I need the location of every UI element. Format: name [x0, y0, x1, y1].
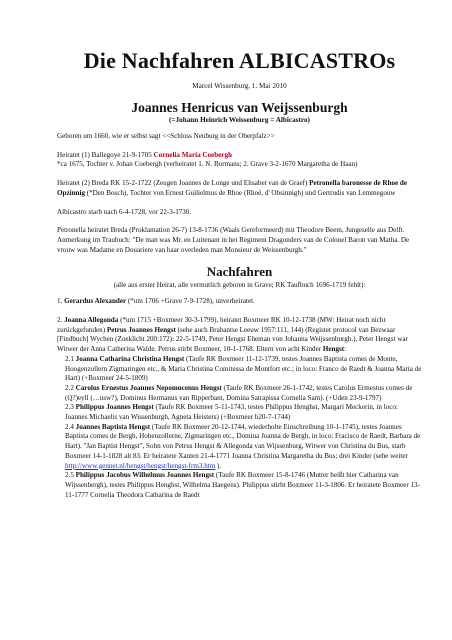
- section-heading: Nachfahren: [206, 264, 273, 280]
- child-2-2-name: Carolus Ernestus Joannes Nepomucenus Hengst: [75, 383, 222, 392]
- entry-2: [57, 316, 422, 355]
- child-2-5-number: 2.5: [65, 471, 76, 480]
- marriage-1-paragraph: [57, 151, 422, 170]
- child-2-5-details: (Taufe RK Boxmeer 15-8-1746 (Mutter heißt hier Catharina van Wijssenbergh), testes Philippus Henghst, Wilhelma Haegens). Philippus stirbt Boxmeer 11-3-1806. Er heiratete Boxmeer 13-11-1777 Cornelia Theodora Catharina de Raedt: [65, 471, 420, 499]
- petronella-paragraph: [57, 226, 422, 255]
- section-subheading: (alle aus erster Heirat, alle vermutlich geboren in Grave; RK Taufbuch 1696-1719 fehlt):: [113, 281, 366, 290]
- spouse-1-name: Cornelia Maria Coebergh: [153, 150, 232, 159]
- child-2-3-name: Philippus Joannes Hengst: [75, 403, 154, 412]
- spouse-2-name: Petronella baronesse de Rhoe de Opzinnig: [57, 179, 408, 197]
- person-alias: (=Johann Heinrich Weissenburg = Albicastro): [169, 116, 310, 124]
- child-2-1-details: (Taufe RK Boxmeer 11-12-1739, testes Joannes Baptista comes de Monte, Hoogenzollern Zigmaringen etc., & Maria Christina Comitessa de Montfort etc.; in loco: Franco de Raedt & Joanna Maria de Hart) (+Boxmeer 24-5-1809): [65, 354, 422, 383]
- person-heading: Joannes Henricus van Weijssenburgh: [131, 100, 348, 115]
- entry-1-details: (*um 1706 +Grave 7-9-1728), unverheiratet.: [126, 297, 255, 306]
- entry-2-text-2: (sehe auch Brabantse Leeuw 1957:111, 144) (Register protocol van Bezwaar [Findbuch] Wychen (Zoeklicht 200:172): 22-5-1749, Peter Hengst Eheman von Johanna Weijssenburgh.), Peter Hengst war Witwer der Anna Catherina Walde. Petrus stirbt Boxmeer, 10-1-1768. Eltern von acht Kinder: [57, 325, 408, 354]
- marriage-2-text: Heiratet (2) Breda RK 15-2-1722 (Zeugen Joannes de Longe und Elisabet van de Graef): [57, 179, 310, 188]
- entry-1-number: 1.: [57, 297, 65, 306]
- child-2-1-name: Joanna Catharina Christina Hengst: [75, 354, 185, 363]
- birth-text: Geboren um 1660, wie er selbst sagt <<Schloss Neuburg in der Oberpfalz>>: [57, 132, 275, 140]
- petronella-text: Petronella heiratet Breda (Proklamation 26-7) 13-8-1736 (Waals Gereformeerd) mit Theodore Beem, Jungeselle aus Delft. Anmerkung im Traubuch: "De man was Mr. en Luitenant in het Regiment Dragonders van de Colonel Baron van Matha. De vrouw was Madame en Douariere van haar overleden man Monsieur de Weissenburgh.": [57, 226, 410, 254]
- gennet-link[interactable]: http://www.gennet.nl/hengst/hengst/hengst-frm3.htm: [65, 461, 216, 470]
- child-2-5: [57, 471, 422, 500]
- marriage-2-paragraph: [57, 179, 422, 198]
- marriage-2-details: (*Den Bosch), Tochter von Ernest Guilielmus de Rhoe (Rhoë, d' Obsinnigh) und Gertrudis van Lemmegouw: [85, 188, 396, 197]
- child-2-3: [57, 403, 422, 422]
- death-paragraph: [57, 208, 422, 218]
- entry-1-name: Gerardus Alexander: [64, 297, 127, 306]
- entry-2-number: 2.: [57, 316, 65, 325]
- entry-2-end: :: [344, 345, 347, 354]
- entry-2-spouse: Petrus Joannes Hengst: [106, 325, 176, 334]
- entry-1: [57, 297, 422, 307]
- byline: Marcel Wissenburg, 1. Mai 2010: [192, 82, 287, 90]
- marriage-1-details: *ca 1675, Tochter v. Johan Coebergh (verheiratet 1. N. Bormans; 2. Grave 3-2-1670 Margaretha de Haan): [57, 160, 358, 169]
- birth-paragraph: [57, 132, 422, 142]
- child-2-3-details: (Taufe RK Boxmeer 5-11-1743, testes Philippus Henghst, Margari Meckerin, in loco: Joannes Michaelis van Wissenburgh, Agneta Heisters) (+Boxmeer b20-7-1744): [65, 403, 398, 422]
- entry-2-name: Joanna Allegonda: [64, 316, 119, 325]
- child-2-3-number: 2.3: [65, 403, 76, 412]
- child-2-4-name: Joannes Baptista Hengst: [75, 422, 151, 431]
- child-2-2: [57, 384, 422, 403]
- child-2-4: [57, 423, 422, 472]
- child-2-1-number: 2.1: [65, 354, 76, 363]
- child-2-4-number: 2.4: [65, 422, 76, 431]
- page-title: Die Nachfahren ALBICASTROs: [83, 48, 396, 73]
- child-2-2-number: 2.2: [65, 383, 76, 392]
- entry-2-text-1: (*um 1715 +Boxmeer 30-3-1799), heiratet Boxmeer RK 10-12-1738 (MW: Heirat noch nicht zurückgefunden): [57, 316, 386, 334]
- child-2-4-end: ).: [215, 461, 222, 470]
- child-2-2-details: (Taufe RK Boxmeer 26-1-1742, testes Carolus Ermestus comes de (Q?)eyll (…usw?), Dominus Hermanus van Ripperbant, Domina Satrapissa Cornelia Sam). (+Uden 23-9-1797): [65, 383, 413, 402]
- child-2-1: [57, 355, 422, 384]
- marriage-1-text: Heiratet (1) Ballegoye 21-9-1705: [57, 150, 154, 159]
- death-text: Albicastro starb nach 6-4-1728, vor 22-3-1730.: [57, 207, 192, 216]
- child-2-5-name: Philippus Jacobus Wilhelmus Joannes Hengst: [75, 471, 215, 480]
- child-2-4-details: (Taufe RK Boxmeer 20-12-1744, wiederholte Einschreibung 10-1-1745), testes Joannes Baptista comes de Bergh, Hohenzollerne, Zigmaringen etc., Domina Joanna de Bergh, in loco: Fracisco de Raedt, Barbara de Hart). "Jan Baptist Hengst", Sohn von Petrus Hengst & Allegonda van Wijssenburg, Witwer von Christina du Bus, starb Boxmeer 14-1-1828 alt 83. Er heiratete Xanten 21-4-1771 Joanna Christina Margaretha du Bus; drei Kinder (sehe weiter: [65, 422, 421, 460]
- entry-2-family: Hengst: [322, 345, 345, 354]
